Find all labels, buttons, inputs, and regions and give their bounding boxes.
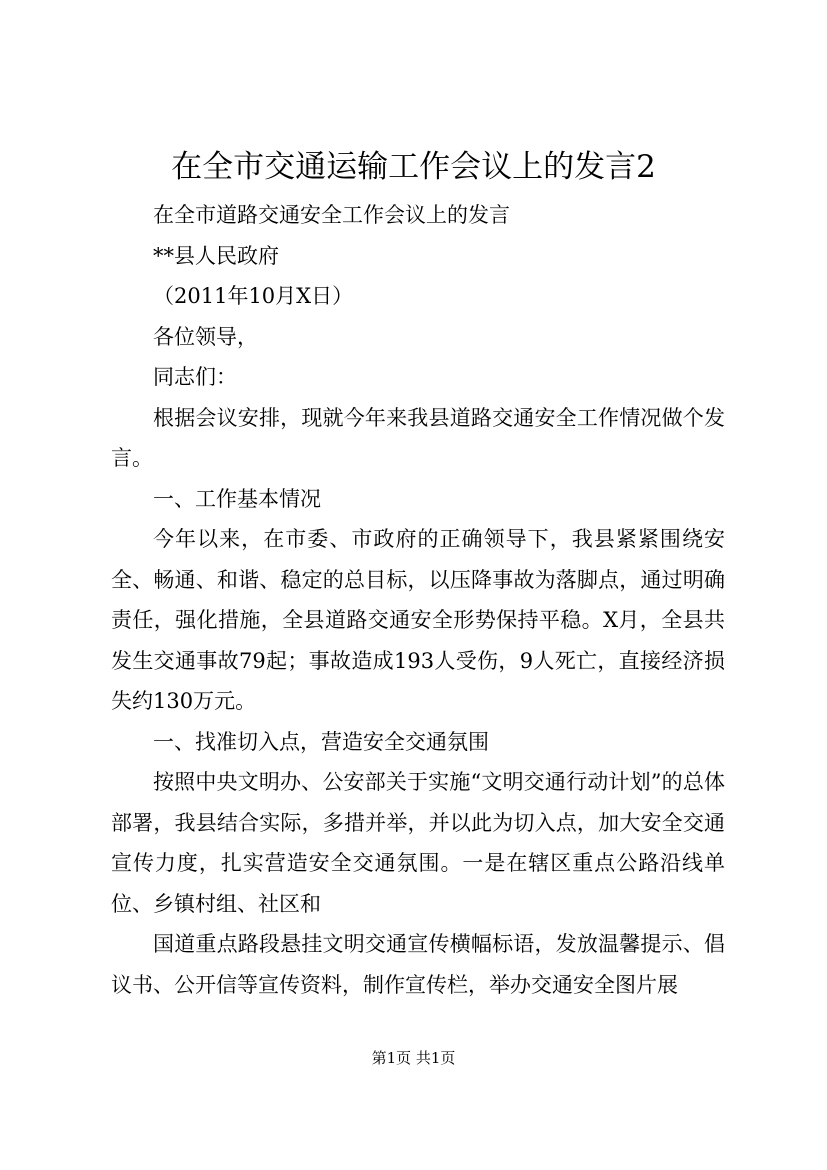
paragraph-deployment: 按照中央文明办、公安部关于实施“文明交通行动计划”的总体部署，我县结合实际，多措并举，并以此为切入点，加大安全交通宣传力度，扎实营造安全交通氛围。一是在辖区重点公路沿线单位、乡镇村组、社区和: [111, 770, 725, 916]
page-footer: 第1页 共1页: [371, 1049, 456, 1067]
paragraph-publicity: 国道重点路段悬挂文明交通宣传横幅标语，发放温馨提示、倡议书、公开信等宣传资料，制作宣传栏，举办交通安全图片展: [111, 932, 725, 997]
paragraph-intro: 根据会议安排，现就今年来我县道路交通安全工作情况做个发言。: [111, 405, 725, 470]
paragraph-author: **县人民政府: [153, 243, 279, 268]
document-title: 在全市交通运输工作会议上的发言2: [171, 149, 656, 185]
paragraph-heading-2: 一、找准切入点，营造安全交通氛围: [153, 729, 489, 754]
document-body: [111, 195, 725, 1005]
paragraph-salutation-comrades: 同志们：: [153, 365, 237, 389]
paragraph-heading-1: 一、工作基本情况: [153, 486, 321, 511]
paragraph-subtitle: 在全市道路交通安全工作会议上的发言: [153, 203, 510, 227]
paragraph-situation: 今年以来，在市委、市政府的正确领导下，我县紧紧围绕安全、畅通、和谐、稳定的总目标，以压降事故为落脚点，通过明确责任，强化措施，全县道路交通安全形势保持平稳。X月，全县共发生交通事故79起；事故造成193人受伤，9人死亡，直接经济损失约130万元。: [111, 527, 725, 713]
paragraph-salutation-leaders: 各位领导，: [153, 324, 258, 349]
paragraph-date: （2011年10月X日）: [153, 284, 354, 308]
